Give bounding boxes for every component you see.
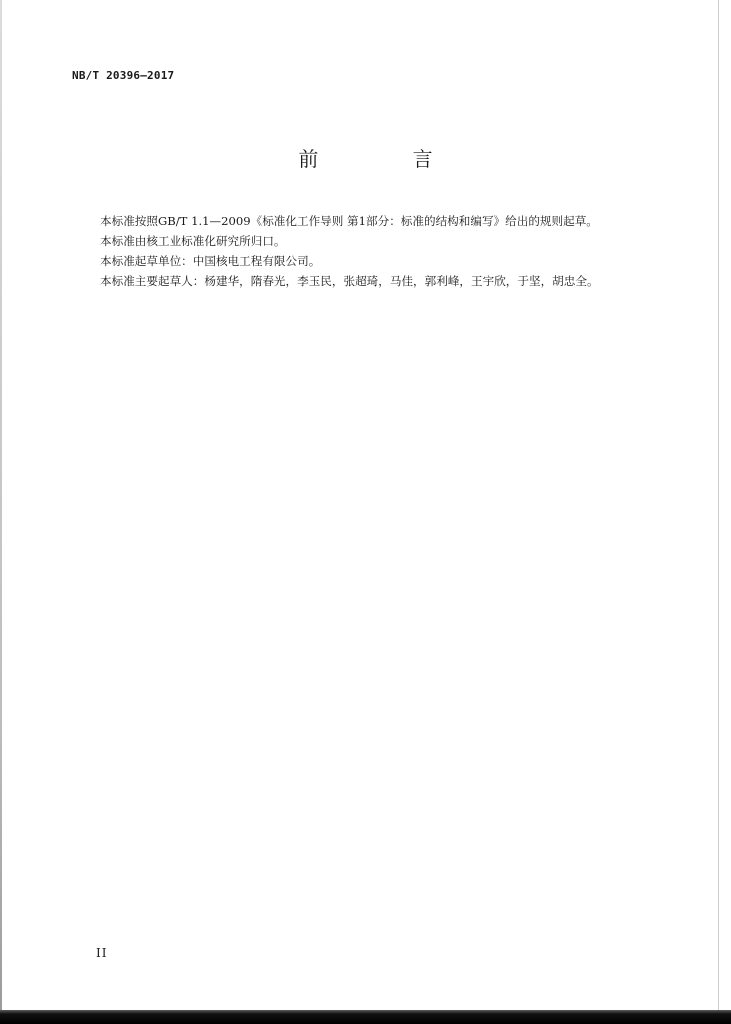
paragraph-drafters: 本标准主要起草人：杨建华，隋春光，李玉民，张超琦，马佳，郭利峰，王宇欣，于坚，胡忠全。 xyxy=(100,274,599,288)
paragraph-responsible-unit: 本标准由核工业标准化研究所归口。 xyxy=(100,234,286,248)
standard-code: NB/T 20396—2017 xyxy=(72,69,175,82)
paragraph-drafting-organization: 本标准起草单位：中国核电工程有限公司。 xyxy=(100,254,321,268)
section-title: 前 言 xyxy=(298,147,477,171)
page-number: II xyxy=(96,946,108,960)
preface-body xyxy=(100,211,700,291)
scan-bottom-border xyxy=(0,1010,731,1024)
paragraph-drafting-rules: 本标准按照GB/T 1.1—2009《标准化工作导则 第1部分：标准的结构和编写》给出的规则起草。 xyxy=(100,214,598,228)
